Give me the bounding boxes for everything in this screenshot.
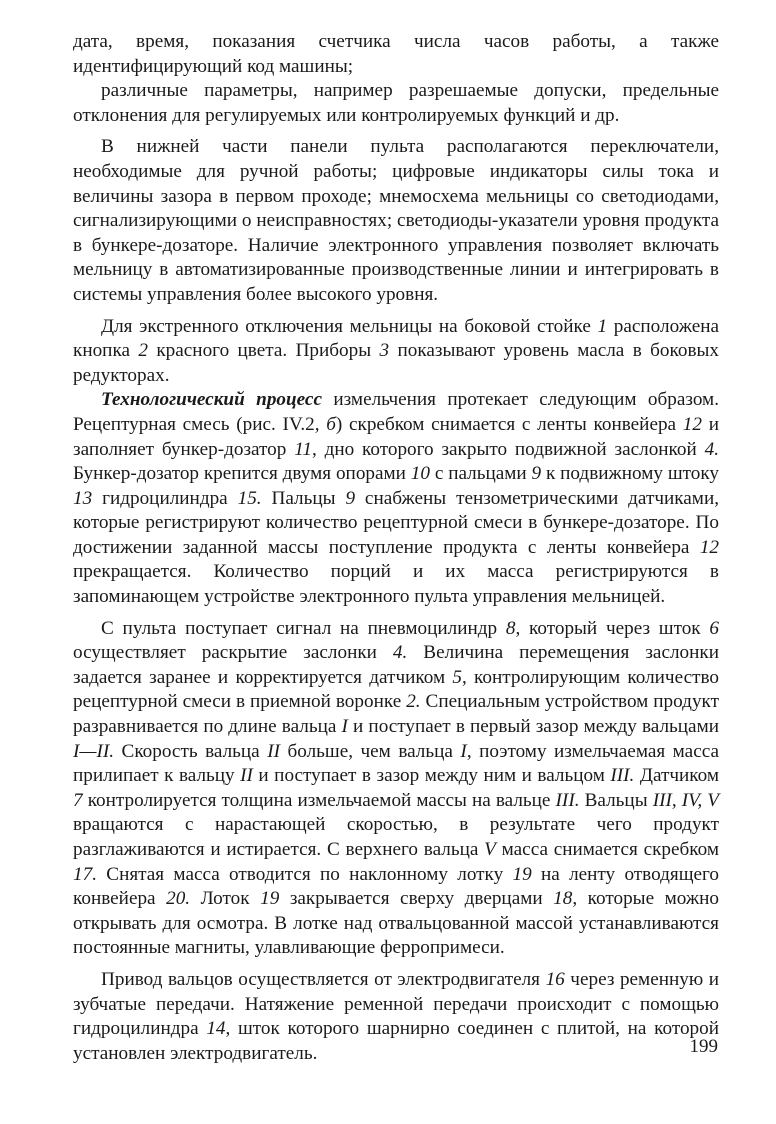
ref-label-italic: 3 xyxy=(379,340,390,362)
ref-label-italic: 11 xyxy=(294,438,312,460)
ref-label-italic: 13 xyxy=(73,487,93,509)
ref-label-italic: 12 xyxy=(699,536,719,558)
text-run: Специальным устройством продукт разравнивается по длине вальца xyxy=(73,691,719,738)
ref-label-italic: I—II. xyxy=(73,740,115,762)
text-run: и поступает в первый зазор между вальцами xyxy=(347,716,719,738)
text-run: Снятая масса отводится по наклонному лотку xyxy=(96,863,513,885)
ref-label-italic: 9 xyxy=(345,487,356,509)
paragraph-1 xyxy=(73,30,719,79)
text-run: через ременную и зубчатые передачи. Натяжение ременной передачи происходит с помощью гидроцилиндра xyxy=(73,968,719,1040)
ref-label-italic: 2 xyxy=(138,340,148,362)
text-run: ) скребком снимается с ленты конвейера xyxy=(335,413,683,435)
text-run: различные параметры, например разрешаемые допуски, предельные отклонения для регулируемых или контролируемых функций и др. xyxy=(73,80,719,126)
text-run: дата, время, показания счетчика числа часов работы, а также идентифицирующий код машины; xyxy=(73,31,719,77)
ref-label-italic: б xyxy=(326,413,336,435)
text-run: , которые можно открывать для осмотра. В лотке над отвальцованной массой устанавливаются постоянные магниты, улавливающие ферропримеси. xyxy=(73,888,719,959)
text-run: снабжены тензометрическими датчиками, которые регистрируют количество рецептурной смеси в бункере-дозаторе. По достижении заданной массы поступление продукта с ленты конвейера xyxy=(73,487,720,558)
text-run: показывают уровень масла в боковых редукторах. xyxy=(73,340,719,386)
text-run: , который через шток xyxy=(515,617,710,639)
ref-label-italic: I xyxy=(341,716,348,738)
ref-label-italic: 4. xyxy=(704,438,719,460)
ref-label-italic: 14 xyxy=(206,1018,226,1040)
page-body xyxy=(73,30,719,1066)
text-run: к подвижному штоку xyxy=(541,463,720,485)
text-run: вращаются с нарастающей скоростью, в результате чего продукт разглаживаются и истирается. С верхнего вальца xyxy=(73,814,719,860)
text-run: расположена кнопка xyxy=(73,315,720,362)
paragraph-2 xyxy=(73,79,719,128)
text-run: и заполняет бункер-дозатор xyxy=(73,413,719,460)
text-run: Пальцы xyxy=(261,487,346,509)
ref-label-italic: 5 xyxy=(452,666,462,688)
ref-label-italic: 1 xyxy=(597,315,608,337)
text-run: Величина перемещения заслонки задается заранее и корректируется датчиком xyxy=(73,642,719,688)
ref-label-italic: 12 xyxy=(682,413,702,435)
paragraph-6 xyxy=(73,617,719,961)
ref-label-italic: V xyxy=(484,839,496,860)
text-run: осуществляет раскрытие заслонки xyxy=(73,642,393,664)
text-run: Привод вальцов осуществляется от электродвигателя xyxy=(101,968,546,990)
text-run: больше, чем вальца xyxy=(279,740,461,762)
ref-label-italic: III. xyxy=(610,765,635,787)
text-run: Лоток xyxy=(190,888,261,910)
paragraph-7 xyxy=(73,968,719,1066)
ref-label-italic: 9 xyxy=(531,463,542,485)
paragraph-5 xyxy=(73,388,719,609)
ref-label-italic: 20. xyxy=(166,888,191,910)
text-run: В нижней части панели пульта располагаются переключатели, необходимые для ручной работы; цифровые индикаторы силы тока и величины зазора в первом проходе; мнемосхема мельницы со светодиодами, сигнализирующими о неисправностях; светодиоды-указатели уровня продукта в бункере-дозаторе. Наличие электронного управления позволяет включать мельницу в автоматизированные производственные линии и интегрировать в системы управления более высокого уровня. xyxy=(73,136,719,305)
ref-label-italic: I xyxy=(460,740,467,762)
ref-label-italic: II xyxy=(267,740,280,762)
ref-label-italic: 16 xyxy=(545,968,565,990)
text-run: закрывается сверху дверцами xyxy=(279,888,554,910)
text-run: Для экстренного отключения мельницы на боковой стойке xyxy=(101,315,598,337)
text-run: гидроцилиндра xyxy=(92,487,238,509)
ref-label-italic: 18 xyxy=(553,888,573,910)
ref-label-italic: 15. xyxy=(237,487,262,509)
text-run: Вальцы xyxy=(579,789,653,811)
text-run: прекращается. Количество порций и их масса регистрируются в запоминающем устройстве электронного пульта управления мельницей. xyxy=(73,561,719,608)
text-run: на ленту отводящего конвейера xyxy=(73,863,720,910)
ref-label-italic: 6 xyxy=(709,617,719,639)
ref-label-italic: 19 xyxy=(512,863,532,885)
text-run: Скорость вальца xyxy=(114,740,268,762)
ref-label-italic: III, IV, V xyxy=(652,789,720,811)
term-bold-italic: Технологический процесс xyxy=(101,389,322,411)
ref-label-italic: 8 xyxy=(505,617,516,639)
text-run: , контролирующим количество рецептурной смеси в приемной воронке xyxy=(73,666,719,713)
text-run: Датчиком xyxy=(634,765,719,787)
text-run: Бункер-дозатор крепится двумя опорами xyxy=(73,463,411,485)
text-run: измельчения протекает следующим образом. Рецептурная смесь (рис. IV.2, xyxy=(73,389,719,435)
ref-label-italic: III. xyxy=(555,789,580,811)
ref-label-italic: 19 xyxy=(260,888,280,910)
paragraph-3 xyxy=(73,135,719,307)
text-run: масса снимается скребком xyxy=(495,839,719,860)
ref-label-italic: II xyxy=(240,765,253,787)
ref-label-italic: 4. xyxy=(392,642,408,664)
text-run: контролируется толщина измельчаемой массы на вальце xyxy=(82,789,556,811)
text-run: красного цвета. Приборы xyxy=(147,340,380,362)
text-run: С пульта поступает сигнал на пневмоцилиндр xyxy=(101,617,506,639)
text-run: с пальцами xyxy=(429,463,532,485)
text-run: , шток которого шарнирно соединен с плитой, на которой установлен электродвигатель. xyxy=(73,1018,720,1064)
ref-label-italic: 2. xyxy=(406,691,421,713)
page-number: 199 xyxy=(689,1036,718,1057)
ref-label-italic: 10 xyxy=(410,463,430,485)
ref-label-italic: 17. xyxy=(73,863,97,885)
ref-label-italic: 7 xyxy=(73,789,83,811)
text-run: , дно которого закрыто подвижной заслонкой xyxy=(311,438,705,460)
text-run: , поэтому измельчаемая масса прилипает к вальцу xyxy=(73,740,719,787)
text-run: и поступает в зазор между ним и вальцом xyxy=(252,765,611,787)
paragraph-4 xyxy=(73,315,719,389)
